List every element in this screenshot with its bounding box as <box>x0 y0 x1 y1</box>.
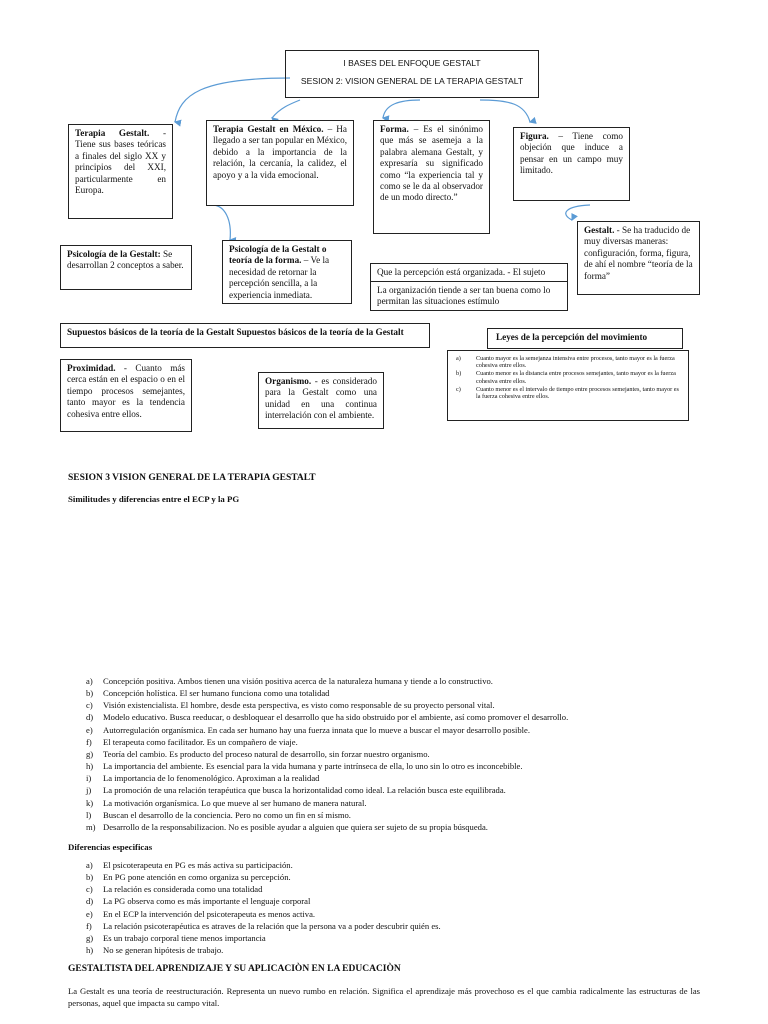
term: Psicología de la Gestalt o teoría de la forma. <box>229 244 327 266</box>
similarities-list <box>86 675 568 833</box>
term: Terapia Gestalt. <box>75 128 150 138</box>
text: La organización tiende a ser tan buena como lo permitan las situaciones estímulo <box>377 285 551 307</box>
learning-heading: GESTALTISTA DEL APRENDIZAJE Y SU APLICACIÒN EN LA EDUCACIÒN <box>68 964 401 974</box>
differences-list <box>86 859 441 956</box>
list-item: c) La relación es considerada como una totalidad <box>86 884 263 895</box>
list-item: a) Concepción positiva. Ambos tienen una visión positiva acerca de la naturaleza humana y tiende a lo constructivo. <box>86 676 493 686</box>
session3-heading: SESION 3 VISION GENERAL DE LA TERAPIA GESTALT <box>68 473 316 483</box>
list-item: l) Buscan el desarrollo de la conciencia. Pero no como un fin en sí mismo. <box>86 809 351 820</box>
list-item: e) En el ECP la intervención del psicoterapeuta es menos activa. <box>86 908 316 919</box>
arrow-to-figura <box>480 100 530 122</box>
box-psicologia-gestalt <box>60 245 192 290</box>
definition: - Cuanto más cerca están en el espacio o en el tiempo procesos semejantes, tanto mayor es la tendencia cohesiva entre ellos. <box>67 363 185 419</box>
box-terapia-mexico <box>206 120 354 206</box>
law-item: b) Cuanto menor es la distancia entre procesos semejantes, tanto mayor es la fuerza cohesiva entre ellos. <box>456 370 676 385</box>
term: Forma. <box>380 124 409 134</box>
arrow-to-psicologia-forma <box>212 205 230 240</box>
list-item: h) No se generan hipótesis de trabajo. <box>86 945 224 956</box>
box-gestalt <box>577 221 700 295</box>
list-item: e) Autorregulación organísmica. En cada ser humano hay una fuerza innata que lo mueve a buscar el mayor desarrollo posible. <box>86 724 530 735</box>
definition: - es considerado para la Gestalt como una unidad en una continua interrelación con el ambiente. <box>265 376 377 421</box>
box-proximidad <box>60 359 192 432</box>
differences-heading: Diferencias especificas <box>68 842 153 852</box>
box-psicologia-forma <box>222 240 352 304</box>
list-item: c) Visión existencialista. El hombre, desde esta perspectiva, es visto como responsable de su proyecto personal vital. <box>86 700 495 711</box>
box-forma <box>373 120 490 234</box>
definition: – Ve la necesidad de retornar la percepción sencilla, a la experiencia inmediata. <box>229 255 330 300</box>
learning-paragraph: La Gestalt es una teoría de reestructuración. Representa un nuevo rumbo en relación. Significa el aprendizaje más provechoso es el que cambia radicalmente las estructuras de las personas, aquel que impacta su campo vital. <box>68 986 700 1008</box>
text: Leyes de la percepción del movimiento <box>496 332 648 342</box>
term: Figura. <box>520 131 549 141</box>
list-item: d) La PG observa como es más importante el lenguaje corporal <box>86 896 311 907</box>
arrow-to-mexico <box>272 100 300 118</box>
box-organismo <box>258 372 384 429</box>
text: Supuestos básicos de la teoría de la Gestalt Supuestos básicos de la teoría de la Gestalt <box>67 327 404 337</box>
list-item: b) Concepción holística. El ser humano funciona como una totalidad <box>86 688 330 699</box>
box-leyes <box>487 328 683 349</box>
arrow-to-terapia <box>175 78 290 122</box>
term: Proximidad. <box>67 363 116 373</box>
box-percepcion-organizada <box>370 263 568 283</box>
arrow-to-forma <box>383 100 420 118</box>
session-title: SESION 2: VISION GENERAL DE LA TERAPIA GESTALT <box>300 76 524 86</box>
laws-list <box>447 350 689 421</box>
list-item: d) Modelo educativo. Busca reeducar, o desbloquear el desarrollo que ha sido obstruido por el ambiente, así como promover el desarrollo. <box>86 712 569 723</box>
section-title: I BASES DEL ENFOQUE GESTALT <box>343 58 481 68</box>
law-item: c) Cuanto menor es el intervalo de tiempo entre procesos semejantes, tanto mayor es la fuerza cohesiva entre ellos. <box>456 385 679 401</box>
definition: Se desarrollan 2 conceptos a saber. <box>67 249 184 271</box>
definition: – Tiene como objeción que induce a pensar en un campo muy limitado. <box>520 131 623 176</box>
law-item: a) Cuanto mayor es la semejanza intensiva entre procesos, tanto mayor es la fuerza cohesiva entre ellos. <box>456 355 675 370</box>
section-title-box <box>285 50 539 98</box>
list-item: f) La relación psicoterapéutica es atraves de la relación que la persona va a poder descubrir quién es. <box>86 920 441 931</box>
box-terapia-gestalt <box>68 124 173 219</box>
box-supuestos <box>60 323 430 348</box>
list-item: i) La importancia de lo fenomenológico. Aproximan a la realidad <box>86 773 320 784</box>
box-organizacion <box>370 281 568 311</box>
definition: – Ha llegado a ser tan popular en México, debido a la importancia de la relación, la cercanía, la calidez, el apoyo y a la vida emocional. <box>213 124 347 180</box>
list-item: h) La importancia del ambiente. Es esencial para la vida humana y parte intrínseca de ella, lo uno sin lo otro es inconcebible. <box>86 761 523 772</box>
list-item: m) Desarrollo de la responsabilizacion. No es posible ayudar a alguien que quiera ser sujeto de su propia búsqueda. <box>86 821 488 832</box>
term: Terapia Gestalt en México. <box>213 124 324 134</box>
text: Que la percepción está organizada. - El sujeto <box>377 267 546 277</box>
term: Gestalt. <box>584 225 615 235</box>
list-item: k) La motivación organísmica. Lo que mueve al ser humano de manera natural. <box>86 797 367 808</box>
list-item: j) La promoción de una relación terapéutica que busca la horizontalidad como ideal. La relación busca este equilibrada. <box>86 785 506 796</box>
definition: - Tiene sus bases teóricas a finales del siglo XX y principios del XXI, particularmente en Europa. <box>75 128 166 196</box>
list-item: a) El psicoterapeuta en PG es más activa su participación. <box>86 860 293 870</box>
list-item: g) Teoría del cambio. Es producto del proceso natural de desarrollo, sin forzar nuestro organismo. <box>86 748 430 759</box>
term: Organismo. <box>265 376 312 386</box>
list-item: g) Es un trabajo corporal tiene menos importancia <box>86 932 266 943</box>
list-item: b) En PG pone atención en como organiza su percepción. <box>86 872 291 883</box>
definition: – Es el sinónimo que más se asemeja a la palabra alemana Gestalt, y expresaría su significado como “la experiencia tal y como se le da al observador de un modo directo.” <box>380 124 483 203</box>
list-item: f) El terapeuta como facilitador. Es un compañero de viaje. <box>86 736 298 747</box>
arrow-to-gestalt <box>566 205 590 220</box>
box-figura <box>513 127 630 201</box>
term: Psicología de la Gestalt: <box>67 249 161 259</box>
definition: - Se ha traducido de muy diversas maneras: configuración, forma, figura, de ahí el nombre “teoría de la forma” <box>584 225 693 281</box>
session3-subheading: Similitudes y diferencias entre el ECP y la PG <box>68 494 240 504</box>
